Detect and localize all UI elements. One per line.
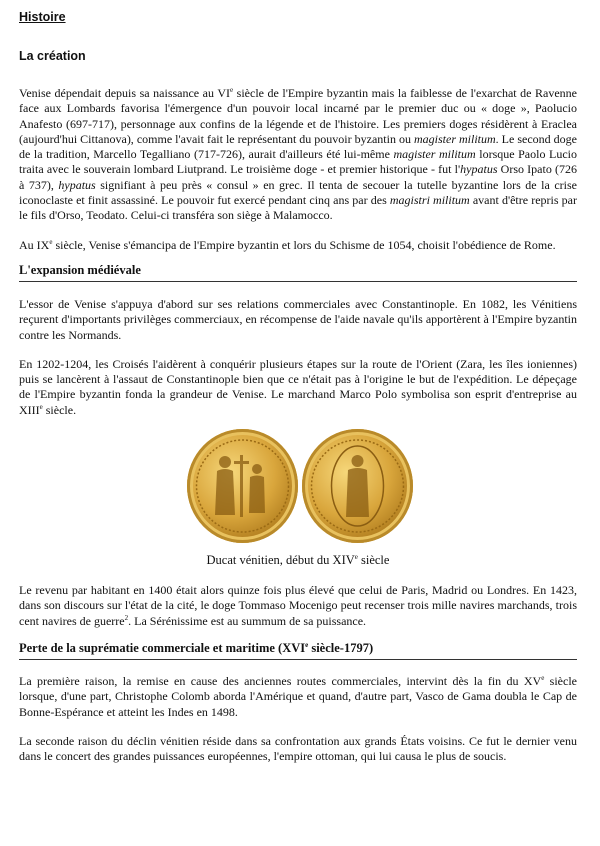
- ducat-image: [183, 429, 413, 543]
- ducat-reverse-icon: [302, 429, 413, 543]
- paragraph-creation-2: Au IXe siècle, Venise s'émancipa de l'Empire byzantin et lors du Schisme de 1054, choisit l'obédience de Rome.: [19, 237, 556, 252]
- page-title: Histoire: [19, 10, 66, 24]
- paragraph-decline-1: La première raison, la remise en cause des anciennes routes commerciales, intervint dès la fin du XVe siècle lorsque, d'une part, Christophe Colomb aborda l'Amérique et quand, d'autre part, Vasco de Gama doubla le Cap de Bonne-Espérance et atteint les Indes en 1498.: [19, 673, 577, 719]
- paragraph-expansion-3: Le revenu par habitant en 1400 était alors quinze fois plus élevé que celui de Paris, Madrid ou Londres. En 1423, dans son discours sur l'état de la cité, le doge Tommaso Mocenigo peut recenser trois mille navires marchands, trois cent navires de guerre$^2$. La Sérénissime est au summum de sa puissance.: [19, 583, 577, 628]
- paragraph-expansion-1: L'essor de Venise s'appuya d'abord sur ses relations commerciales avec Constantinople. En 1082, les Vénitiens reçurent d'importants privilèges commerciaux, en récompense de l'aide navale qu'ils apportèrent à l'Empire byzantin contre les Normands.: [19, 296, 577, 342]
- heading-expansion: L'expansion médiévale: [19, 263, 577, 282]
- paragraph-decline-2: La seconde raison du déclin vénitien réside dans sa confrontation aux grands États voisins. Ce fut le dernier venu dans le concert des grandes puissances européennes, l'empire ottoman, qui lui causa le plus de soucis.: [19, 733, 577, 764]
- ducat-caption: Ducat vénitien, début du XIVe siècle: [206, 553, 390, 568]
- paragraph-expansion-2: En 1202-1204, les Croisés l'aidèrent à conquérir plusieurs étapes sur la route de l'Orient (Zara, les îles ioniennes) puis se lancèrent à l'assaut de Constantinople bien que ce n'était pas à l'origine le but de l'expédition. Le dépeçage de l'Empire byzantin fonda la grandeur de Venise. Le marchand Marco Polo symbolisa son esprit d'entreprise au XIIIe siècle.: [19, 356, 577, 417]
- paragraph-creation-1: Venise dépendait depuis sa naissance au VIe siècle de l'Empire byzantin mais la faiblesse de l'exarchat de Ravenne face aux Lombards favorisa l'émergence d'un pouvoir local incarné par le premier duc ou « doge », Paolucio Anafesto (697-717), personnage aux confins de la légende et de l'histoire. Les premiers doges résidèrent à Eraclea (aujourd'hui Cittanova), comme l'avait fait le représentant du pouvoir byzantin ou magister militum. Le second doge de la tradition, Marcello Tegalliano (717-726), aurait d'ailleurs été lui-même magister militum lorsque Paolo Lucio traita avec le souverain lombard Liutprand. Le troisième doge - et premier historique - fut l'hypatus Orso Ipato (726 à 737), hypatus signifiant à peu près « consul » en grec. Il tenta de secouer la tutelle byzantine lors de la crise iconoclaste et finit assassiné. Le pouvoir fut exercé pendant cinq ans par des magistri militum avant d'être repris par le fils d'Orso, Teodato. Celui-ci transféra son siège à Malamocco.: [19, 86, 578, 223]
- heading-decline: Perte de la suprématie commerciale et maritime (XVIe siècle-1797): [19, 641, 577, 660]
- ducat-obverse-icon: [187, 429, 298, 543]
- document-page: [19, 8, 577, 764]
- heading-creation: La création: [19, 49, 86, 63]
